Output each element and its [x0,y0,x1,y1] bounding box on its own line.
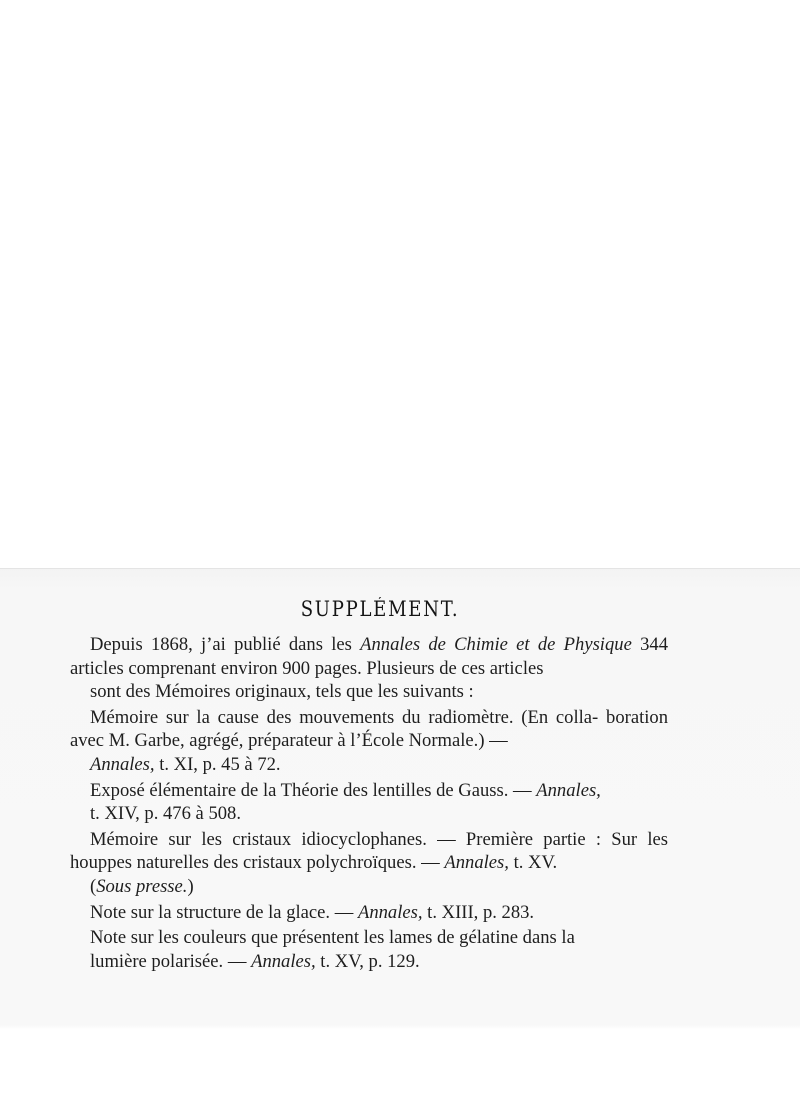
supplement-text [70,633,668,973]
paren-open: ( [90,875,97,897]
journal-ref: Annales, [251,950,316,972]
note-gelatine-line-2 [70,950,668,974]
volume-ref: t. XI, p. 45 à 72. [154,753,281,775]
memoir-cristaux-text: les houppes naturelles des cristaux polychroïques. — [70,828,668,874]
press-status: Sous presse. [96,875,188,897]
note-gelatine-paragraph [70,926,668,973]
journal-ref: Annales, [444,852,509,874]
volume-ref: t. XIII, p. 283. [422,901,535,923]
journal-ref: Annales, [357,901,423,923]
expose-gauss-text: Exposé élémentaire de la Théorie des lentilles de Gauss. — [90,779,537,801]
note-gelatine-text: lumière polarisée. — [90,950,252,972]
note-glace-text: Note sur la structure de la glace. — [90,901,358,923]
page-title: SUPPLÉMENT. [300,597,460,621]
expose-gauss-line-2: t. XIV, p. 476 à 508. [90,803,241,825]
journal-ref: Annales, [536,779,601,801]
intro-line-1 [90,634,632,655]
memoir-radiometre-line-1: Mémoire sur la cause des mouvements du radiomètre. (En colla- [90,706,599,728]
expose-gauss-line-1 [90,780,601,801]
intro-text: Depuis 1868, j’ai publié dans les [90,634,361,655]
note-glace-line-1 [70,901,668,925]
paren-close: ) [187,875,194,897]
memoir-radiometre-paragraph [70,706,668,777]
intro-line-3: sont des Mémoires originaux, tels que les suivants : [90,681,474,703]
memoir-radiometre-line-3 [70,753,668,777]
journal-title: Annales de Chimie et de Physique [360,634,632,655]
note-glace-paragraph [70,901,668,925]
memoir-radiometre-line-2: boration avec M. Garbe, agrégé, préparateur à l’École Normale.) — [70,706,668,752]
note-gelatine-line-1: Note sur les couleurs que présentent les lames de gélatine dans la [90,927,575,949]
volume-ref: t. XV. [508,852,558,874]
intro-line-2: 344 articles comprenant environ 900 pages. Plusieurs de ces articles [70,634,668,679]
expose-gauss-paragraph [70,779,668,826]
memoir-cristaux-line-1: Mémoire sur les cristaux idiocyclophanes. — Première partie : Sur [90,828,638,850]
volume-ref: t. XV, p. 129. [315,950,420,972]
intro-paragraph [70,633,668,704]
memoir-cristaux-paragraph [70,828,668,899]
memoir-cristaux-line-3 [70,875,668,899]
journal-ref: Annales, [90,753,155,775]
